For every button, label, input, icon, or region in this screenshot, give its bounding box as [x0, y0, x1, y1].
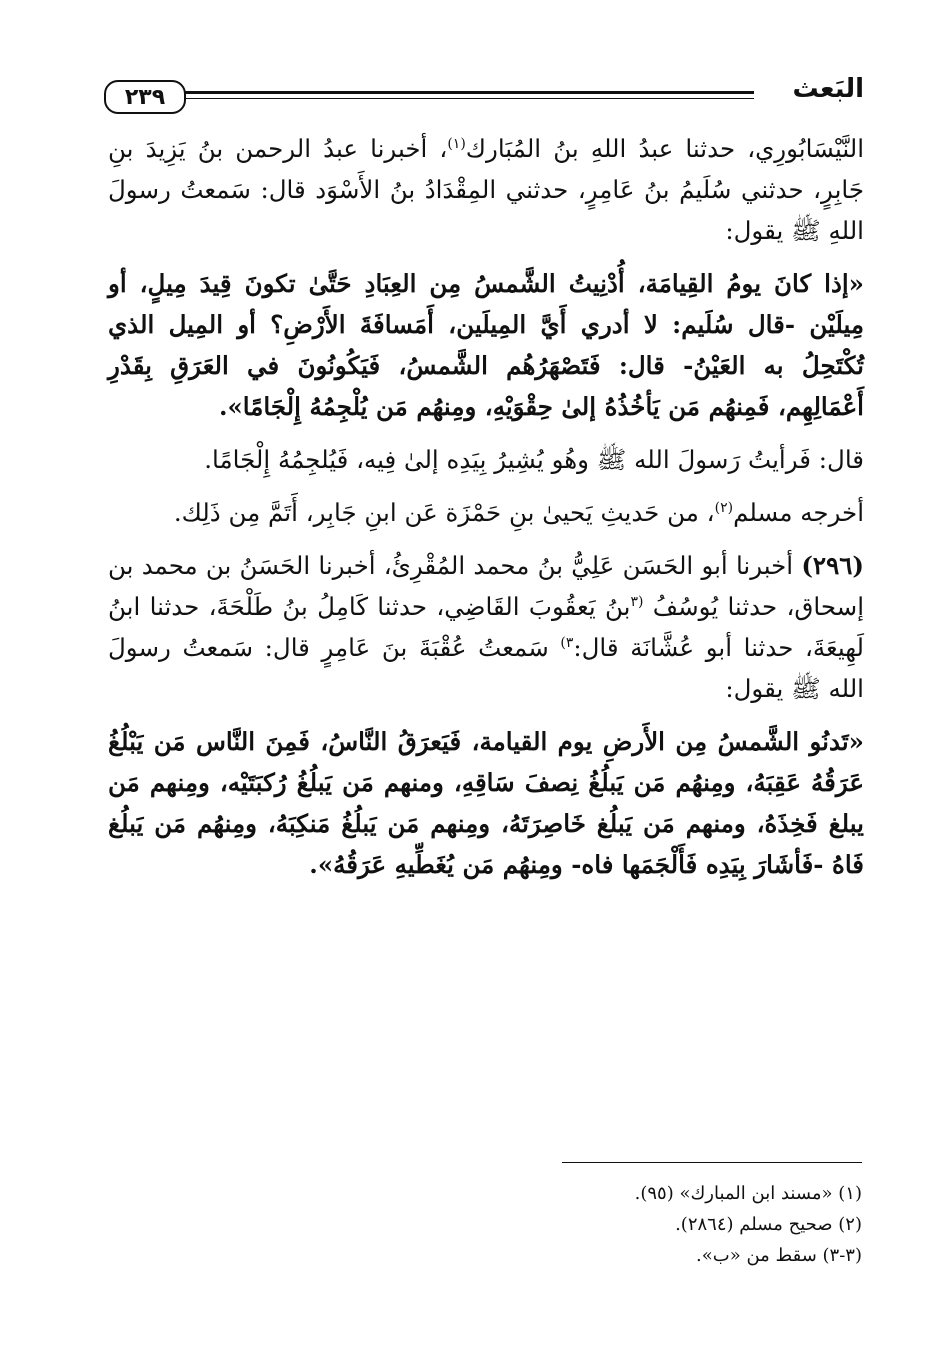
- running-title: البَعث: [792, 74, 864, 104]
- text-segment: أخرجه مسلم: [733, 498, 864, 527]
- footnote-2: (٢) صحيح مسلم (٢٨٦٤).: [675, 1214, 862, 1235]
- text-segment: بنُ يَعقُوبَ القَاضِي، حدثنا كَامِلُ بنُ طَلْحَةَ، حدثنا ابنُ لَهِيعَةَ، حدثنا أبو عُشَّانَة قال:: [108, 592, 864, 662]
- hadith-text-2: «تَدنُو الشَّمسُ مِن الأَرضِ يوم القيامة، فَيَعرَقُ النَّاسُ، فَمِنَ النَّاس مَن يَبْلُغُ عَرَقُهُ عَقِبَهُ، ومِنهُم مَن يَبلُغُ نِصفَ سَاقِهِ، ومنهم مَن يَبلُغُ رُكبَتَيْه، ومِنهم مَن يبلغ فَخِذَهُ، ومنهم مَن يَبلُغ خَاصِرَتَهُ، ومِنهم مَن يَبلُغُ مَنكِبَهُ، ومِنهُم مَن يَبلُغ فَاهُ -فَأشَارَ بِيَدِه فَأَلْجَمَها فاه- ومِنهُم مَن يُغَطِّيهِ عَرَقُهُ».: [108, 727, 864, 879]
- header-rule: [184, 91, 754, 94]
- text-segment: ، من حَديثِ يَحيىٰ بنِ حَمْزَة عَن ابنِ جَابِر، أَتَمَّ مِن ذَلِك.: [173, 498, 715, 527]
- paragraph-isnad-1: [108, 128, 864, 251]
- footnote-ref-3-start: (٣: [630, 593, 644, 610]
- text-segment: أخبرنا أبو الحَسَن عَلِيُّ بنُ محمد المُقْرِئُ، أخبرنا الحَسَنُ بن محمد بن إسحاق، حدثنا يُوسُفُ: [108, 551, 864, 621]
- text-segment: ، أخبرنا عبدُ الرحمن بنُ يَزِيدَ بنِ جَابِرٍ، حدثني سُلَيمُ بنُ عَامِرٍ، حدثني المِقْدَادُ بنُ الأَسْوَد قال: سَمعتُ رسولَ اللهِ ﷺ يقول:: [108, 134, 864, 245]
- footnote-ref-1: (١): [447, 135, 466, 152]
- header-rule-thin: [184, 98, 754, 99]
- main-text: [108, 128, 864, 897]
- hadith-text-1: «إذا كانَ يومُ القِيامَة، أُدْنِيتُ الشَّمسُ مِن العِبَادِ حَتَّىٰ تكونَ قِيدَ مِيلٍ، أو مِيلَيْن -قال سُلَيم: لا أدري أَيَّ المِيلَين، أَمَسافَةَ الأَرْضِ؟ أو المِيل الذي تُكْتَحِلُ به العَيْنُ- قال: فَتَصْهَرُهُم الشَّمسُ، فَيَكُونُونَ في العَرَقِ بِقَدْرِ أَعْمَالِهِم، فَمِنهُم مَن يَأخُذُهُ إلىٰ حِقْوَيْهِ، ومِنهُم مَن يُلْجِمُهُ إِلْجَامًا».: [108, 269, 864, 421]
- footnote-3: (٣-٣) سقط من «ب».: [696, 1245, 862, 1266]
- footnote-1: (١) «مسند ابن المبارك» (٩٥).: [634, 1183, 862, 1204]
- page-header: [104, 72, 864, 122]
- footnote-separator: [562, 1162, 862, 1163]
- text-segment: سَمعتُ عُقْبَةَ بنَ عَامِرٍ قال: سَمعتُ رسولَ الله ﷺ يقول:: [108, 633, 864, 703]
- footnotes: [162, 1178, 862, 1271]
- page-number: ٢٣٩: [104, 80, 186, 114]
- paragraph-takhrij: [108, 492, 864, 533]
- hadith-number: (٢٩٦): [801, 551, 864, 580]
- paragraph-narration: قال: فَرأيتُ رَسولَ الله ﷺ وهُو يُشِيرُ بِيَدِه إلىٰ فِيه، فَيُلجِمُهُ إِلْجَامًا.: [204, 445, 864, 474]
- footnote-ref-3-end: ٣): [560, 634, 574, 651]
- footnote-ref-2: (٢): [714, 499, 734, 516]
- text-segment: النَّيْسَابُورِي، حدثنا عبدُ اللهِ بنُ المُبَارك: [465, 134, 864, 163]
- paragraph-isnad-296: [108, 545, 864, 709]
